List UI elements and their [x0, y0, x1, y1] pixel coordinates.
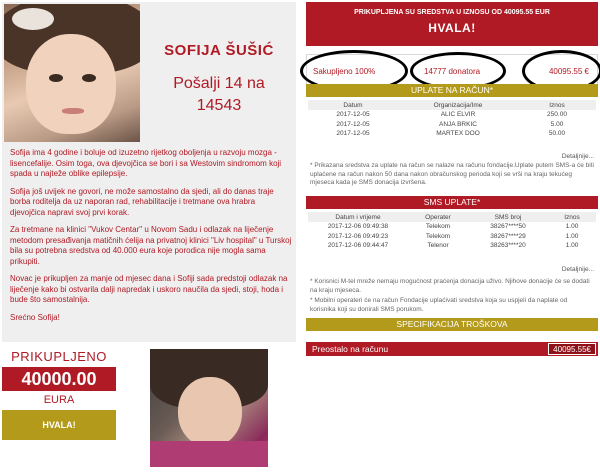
story-paragraph: Za tretmane na klinici "Vukov Centar" u Novom Sadu i odlazak na liječenje metodom presađivanja matičnih ćelija na privatnoj klinici "Liv hospital" u Turskoj bila su potrebna sredstva od 40.000 eura koje porodica nije mogla sama prikupiti.	[10, 225, 292, 266]
cell-name: ANJA BRKIC	[439, 120, 477, 128]
table-row	[308, 222, 596, 232]
raised-currency: EURA	[43, 394, 75, 406]
cell-date: 2017-12-05	[336, 120, 370, 128]
cell-amount: 1.00	[565, 242, 579, 250]
story-paragraph: Sofija još uvijek ne govori, ne može samostalno da sjedi, ali do danas traje borba roditelja da uz naporan rad, rehabilitacije i tretmane ova hrabra djevojčica napravi svoj prvi korak.	[10, 186, 274, 217]
remaining-label: Preostalo na računu	[312, 344, 389, 354]
sms-number: 14543	[196, 97, 242, 114]
funds-banner-thanks: HVALA!	[428, 21, 476, 35]
stat-percent: Sakupljeno 100%	[313, 67, 376, 76]
table-row	[308, 110, 596, 120]
account-details-link[interactable]: Detaljnije...	[561, 153, 594, 160]
cell-name: ALIC ELVIR	[440, 111, 476, 119]
stat-total: 40095.55 €	[548, 67, 589, 76]
cell-date: 2017-12-05	[336, 130, 370, 138]
cell-amount: 250.00	[547, 111, 567, 119]
cell-date: 2017-12-05	[336, 111, 370, 119]
cell-amount: 5.00	[550, 120, 564, 128]
account-payments-title: UPLATE NA RAČUN*	[306, 84, 598, 97]
sms-instruction	[142, 73, 296, 117]
table-row	[308, 120, 596, 130]
cell-operator: Telenor	[427, 242, 449, 250]
cell-name: MARTEX DOO	[436, 130, 480, 138]
cell-datetime: 2017-12-06 09:44:47	[327, 242, 389, 250]
cell-operator: Telekom	[425, 223, 451, 231]
remaining-value: 40095.55€	[548, 343, 596, 355]
campaign-panel	[2, 2, 296, 342]
story-text	[10, 148, 292, 330]
account-payments-note: * Prikazana sredstva za uplate na račun se nalaze na računu fondacije.Uplate putem SMS-a će biti uplaćene na račun nakon 50 dana nakon obračunskog perioda koji se vrši na kraju tekućeg mjeseca kada je SMS donacija izvršena.	[310, 162, 594, 186]
cell-datetime: 2017-12-06 09:49:23	[327, 232, 389, 240]
child-name: SOFIJA ŠUŠIĆ	[164, 42, 274, 59]
table-row	[308, 129, 596, 139]
sms-payments-title: SMS UPLATE*	[306, 196, 598, 209]
account-payments-table	[308, 100, 596, 139]
raised-amount: 40000.00	[2, 367, 116, 391]
remaining-balance-bar	[306, 342, 598, 356]
story-paragraph: Sofija ima 4 godine i boluje od izuzetno rijetkog oboljenja u razvoju mozga - lisencefalije. Osim toga, ova djevojčica se bori i sa Westovim sindromom koji spada u najteže oblike epilepsije.	[10, 148, 282, 178]
story-closing: Srećno Sofija!	[10, 312, 60, 322]
cell-sms-number: 38267****50	[490, 223, 526, 231]
table-row	[308, 241, 596, 251]
sms-instruction-text: Pošalji 14 na	[173, 75, 265, 92]
cell-sms-number: 38267****29	[490, 232, 526, 240]
stat-donors: 14777 donatora	[424, 67, 481, 76]
raised-label: PRIKUPLJENO	[11, 349, 107, 364]
cell-amount: 1.00	[565, 232, 579, 240]
costs-title: SPECIFIKACIJA TROŠKOVA	[306, 318, 598, 331]
cell-datetime: 2017-12-06 09:49:38	[327, 223, 389, 231]
table-header-row	[308, 212, 596, 222]
child-photo-secondary	[150, 349, 268, 467]
cell-amount: 1.00	[565, 223, 579, 231]
column-header: Iznos	[518, 100, 596, 110]
story-paragraph: Novac je prikupljen za manje od mjesec dana i Sofiji sada predstoji odlazak na liječenje kako bi ostvarila dalji napredak i uskoro naučila da sjedi, stoji, hoda i bude što samostalnija.	[10, 274, 288, 304]
sms-details-link[interactable]: Detaljnije...	[561, 266, 594, 273]
name-block	[142, 4, 296, 142]
table-header-row	[308, 100, 596, 110]
funds-banner	[306, 2, 598, 46]
child-photo	[4, 4, 140, 142]
sms-payments-table	[308, 212, 596, 251]
sms-payments-note-2: * Mobilni operateri će na račun Fondacije uplaćivati sredstva koja su uspjeli da naplate od korisnika koji su donirali SMS porukom.	[310, 297, 568, 313]
column-header: Datum	[308, 100, 398, 110]
column-header: Operater	[408, 212, 468, 222]
cell-operator: Telekom	[425, 232, 451, 240]
thanks-button[interactable]: HVALA!	[2, 410, 116, 440]
column-header: Iznos	[548, 212, 596, 222]
cell-sms-number: 38263****20	[490, 242, 526, 250]
cell-amount: 50.00	[548, 130, 566, 138]
sms-payments-note-1: * Korisnici M-tel mreže nemaju mogućnost praćenja donacija uživo. Njihove donacije će se dodati na kraju mjeseca.	[310, 278, 590, 294]
column-header: Datum i vrijeme	[308, 212, 408, 222]
table-row	[308, 232, 596, 242]
column-header: SMS broj	[468, 212, 548, 222]
funds-banner-title: PRIKUPLJENA SU SREDSTVA U IZNOSU OD 40095.55 EUR	[354, 9, 550, 16]
column-header: Organizacija/Ime	[398, 100, 518, 110]
